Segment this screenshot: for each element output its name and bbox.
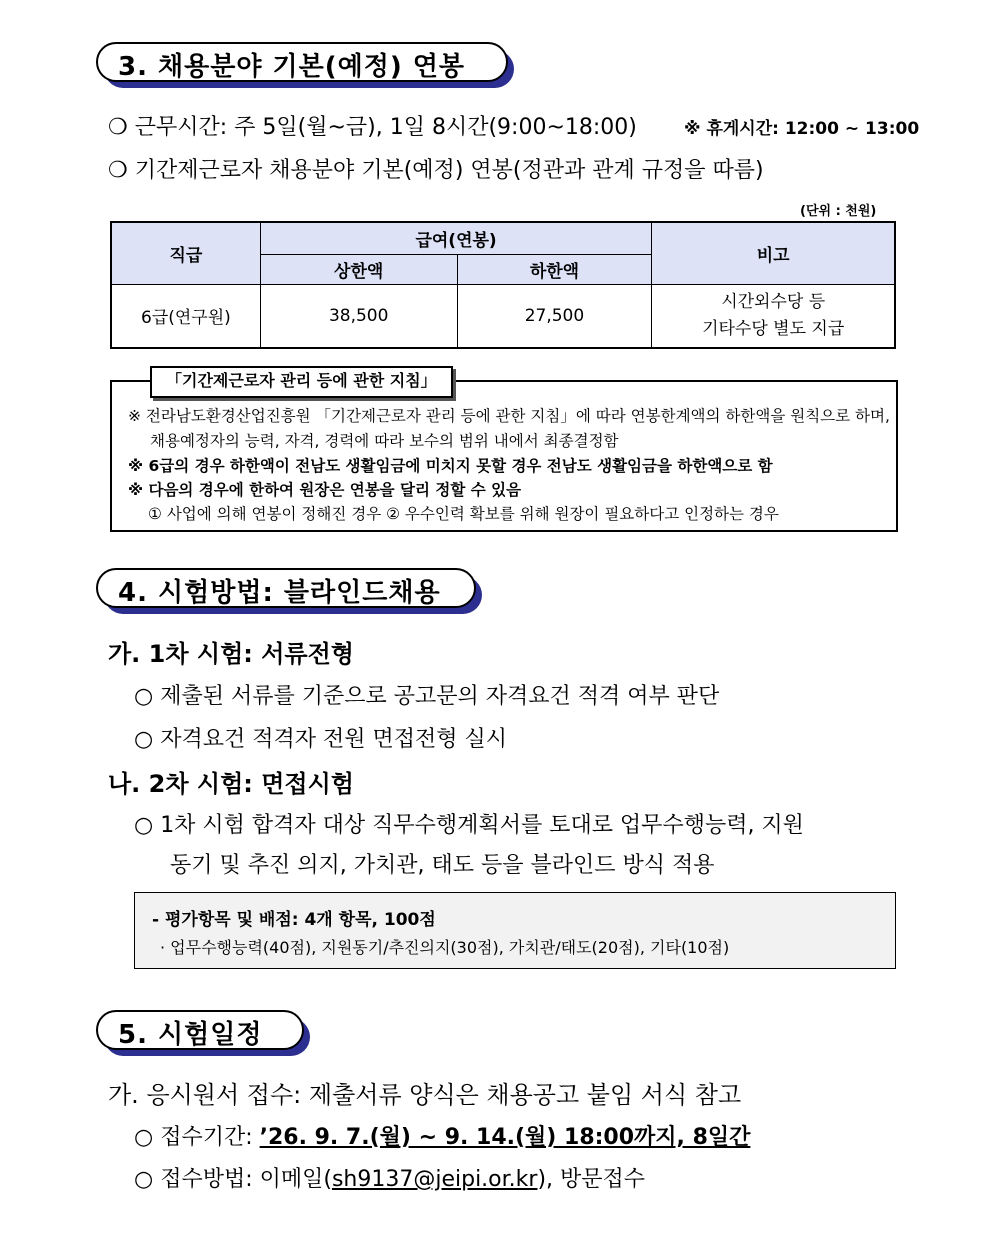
application-method [134,1162,645,1193]
salary-table [110,221,896,349]
method-label: ○ 접수방법: 이메일( [134,1167,332,1192]
cell-note [652,284,895,348]
section-4-header [96,568,476,608]
test2-item-line2: 동기 및 추진 의지, 가치관, 태도 등을 블라인드 방식 적용 [170,853,715,878]
section-3-header [96,42,508,82]
header-lower: 하한액 [457,254,652,284]
section-3-title: 3. 채용분야 기본(예정) 연봉 [118,52,466,82]
cell-grade: 6급(연구원) [111,284,260,348]
header-grade: 직급 [111,222,260,284]
header-salary: 급여(연봉) [260,222,652,254]
section-4-title: 4. 시험방법: 블라인드채용 [118,578,441,608]
section-5-header [96,1010,304,1050]
salary-bullet: ❍ 기간제근로자 채용분야 기본(예정) 연봉(정관과 관계 규정을 따름) [108,158,764,183]
guideline-line-2: 채용예정자의 능력, 자격, 경력에 따라 보수의 범위 내에서 최종결정함 [150,432,619,450]
cell-note-line1: 시간외수당 등 [721,291,826,312]
guideline-line-5: ① 사업에 의해 연봉이 정해진 경우 ② 우수인력 확보를 위해 원장이 필요하다고 인정하는 경우 [148,505,779,523]
unit-label: (단위 : 천원) [800,204,877,219]
guideline-line-4: ※ 다음의 경우에 한하여 원장은 연봉을 달리 정할 수 있음 [128,481,522,499]
period-value: ’26. 9. 7.(월) ~ 9. 14.(월) 18:00까지, 8일간 [259,1125,751,1150]
test2-item-line1: ○ 1차 시험 합격자 대상 직무수행계획서를 토대로 업무수행능력, 지원 [134,813,804,838]
break-time-note: ※ 휴게시간: 12:00 ~ 13:00 [684,119,920,139]
guideline-line-1: ※ 전라남도환경산업진흥원 「기간제근로자 관리 등에 관한 지침」에 따라 연봉한계액의 하한액을 원칙으로 하며, [128,407,890,425]
application-heading: 가. 응시원서 접수: 제출서류 양식은 채용공고 붙임 서식 참고 [108,1081,742,1109]
application-period [134,1120,750,1151]
cell-note-line2: 기타수당 별도 지급 [702,318,845,339]
period-label: ○ 접수기간: [134,1125,260,1150]
evaluation-detail: · 업무수행능력(40점), 지원동기/추진의지(30점), 가치관/태도(20점), 기타(10점) [160,938,730,957]
email-link[interactable]: sh9137@jeipi.or.kr [331,1167,538,1192]
test1-item-2: ○ 자격요건 적격자 전원 면접전형 실시 [134,727,507,752]
method-tail: ), 방문접수 [537,1167,646,1192]
cell-upper: 38,500 [260,284,457,348]
section-5-title: 5. 시험일정 [118,1020,263,1050]
test1-item-1: ○ 제출된 서류를 기준으로 공고문의 자격요건 적격 여부 판단 [134,684,720,709]
header-upper: 상한액 [260,254,457,284]
cell-lower: 27,500 [457,284,652,348]
work-hours-bullet: ❍ 근무시간: 주 5일(월~금), 1일 8시간(9:00~18:00) [108,115,637,140]
guideline-line-3: ※ 6급의 경우 하한액이 전남도 생활임금에 미치지 못할 경우 전남도 생활임금을 하한액으로 함 [128,457,773,475]
test2-heading: 나. 2차 시험: 면접시험 [108,770,354,798]
evaluation-title: - 평가항목 및 배점: 4개 항목, 100점 [152,910,436,930]
test1-heading: 가. 1차 시험: 서류전형 [108,640,354,668]
header-note: 비고 [652,222,895,284]
guideline-tab: 「기간제근로자 관리 등에 관한 지침」 [150,366,453,398]
